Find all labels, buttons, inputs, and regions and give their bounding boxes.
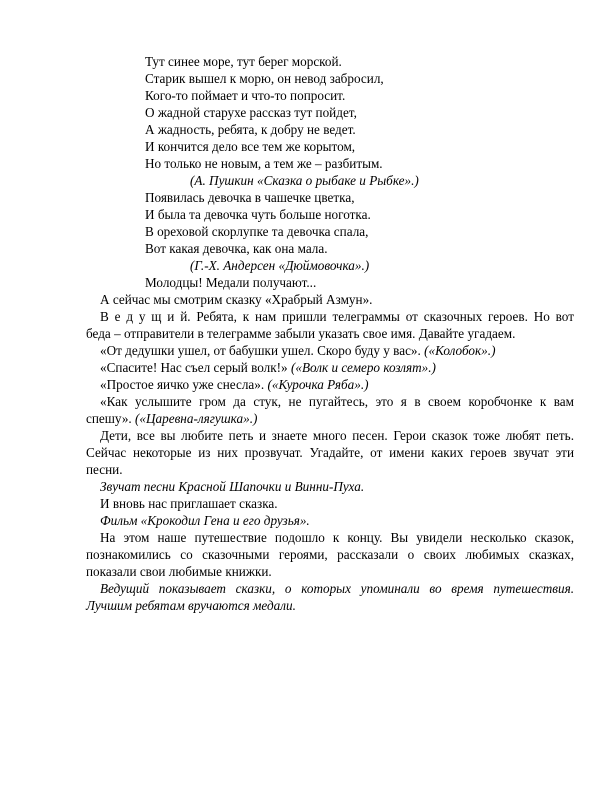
telegram-line — [100, 360, 436, 376]
telegram-line — [86, 411, 257, 427]
telegram-quote: «Спасите! Нас съел серый волк!» — [100, 360, 288, 375]
poem-line: В ореховой скорлупке та девочка спала, — [145, 224, 369, 239]
medals-line: Молодцы! Медали получают... — [145, 275, 317, 290]
poem-line: Тут синее море, тут берег морской. — [145, 54, 342, 69]
stage-direction: Лучшим ребятам вручаются медали. — [86, 598, 296, 613]
host-paragraph-line: беда – отправители в телеграмме забыли указать свое имя. Давайте угадаем. — [86, 326, 516, 341]
songs-paragraph-line: Сейчас некоторые из них прозвучат. Угадайте, от имени каких героев звучат эти — [86, 445, 574, 460]
telegram-line — [100, 377, 369, 393]
poem-line: Кого-то поймает и что-то попросит. — [145, 88, 346, 103]
telegram-answer: («Курочка Ряба».) — [267, 377, 369, 392]
poem-line: А жадность, ребята, к добру не ведет. — [145, 122, 356, 137]
stage-direction: Звучат песни Красной Шапочки и Винни-Пуха. — [100, 479, 365, 494]
film-announcement: А сейчас мы смотрим сказку «Храбрый Азмун». — [100, 292, 373, 307]
poem-line: И была та девочка чуть больше ноготка. — [145, 207, 371, 222]
poem-line: И кончится дело все тем же корытом, — [145, 139, 356, 154]
songs-paragraph-line: Дети, все вы любите петь и знаете много песен. Герои сказок тоже любят петь. — [100, 428, 574, 443]
ending-paragraph-line: На этом наше путешествие подошло к концу. Вы увидели несколько сказок, — [100, 530, 574, 545]
invite-line: И вновь нас приглашает сказка. — [100, 496, 278, 511]
ending-paragraph-line: познакомились со сказочными героями, рассказали о своих любимых сказках, — [86, 547, 574, 562]
telegram-answer: («Колобок».) — [424, 343, 496, 358]
telegram-quote: спешу». — [86, 411, 132, 426]
telegram-quote: «Простое яичко уже снесла». — [100, 377, 265, 392]
poem-citation: (А. Пушкин «Сказка о рыбаке и Рыбке».) — [190, 173, 419, 188]
poem-line: Но только не новым, а тем же – разбитым. — [145, 156, 383, 171]
poem-line: Старик вышел к морю, он невод забросил, — [145, 71, 384, 86]
poem-citation: (Г.-Х. Андерсен «Дюймовочка».) — [190, 258, 370, 273]
telegram-quote: «От дедушки ушел, от бабушки ушел. Скоро буду у вас». — [100, 343, 421, 358]
host-paragraph-line: В е д у щ и й. Ребята, к нам пришли телеграммы от сказочных героев. Но вот — [100, 309, 574, 324]
stage-direction: Фильм «Крокодил Гена и его друзья». — [100, 513, 310, 528]
telegram-line — [100, 343, 495, 359]
telegram-answer: («Царевна-лягушка».) — [135, 411, 258, 426]
telegram-line: «Как услышите гром да стук, не пугайтесь, это я в своем коробчонке к вам — [100, 394, 574, 409]
poem-line: Вот какая девочка, как она мала. — [145, 241, 328, 256]
stage-direction: Ведущий показывает сказки, о которых упоминали во время путешествия. — [100, 581, 574, 596]
songs-paragraph-line: песни. — [86, 462, 123, 477]
ending-paragraph-line: показали свои любимые книжки. — [86, 564, 272, 579]
poem-line: Появилась девочка в чашечке цветка, — [145, 190, 355, 205]
poem-line: О жадной старухе рассказ тут пойдет, — [145, 105, 357, 120]
telegram-answer: («Волк и семеро козлят».) — [290, 360, 436, 375]
